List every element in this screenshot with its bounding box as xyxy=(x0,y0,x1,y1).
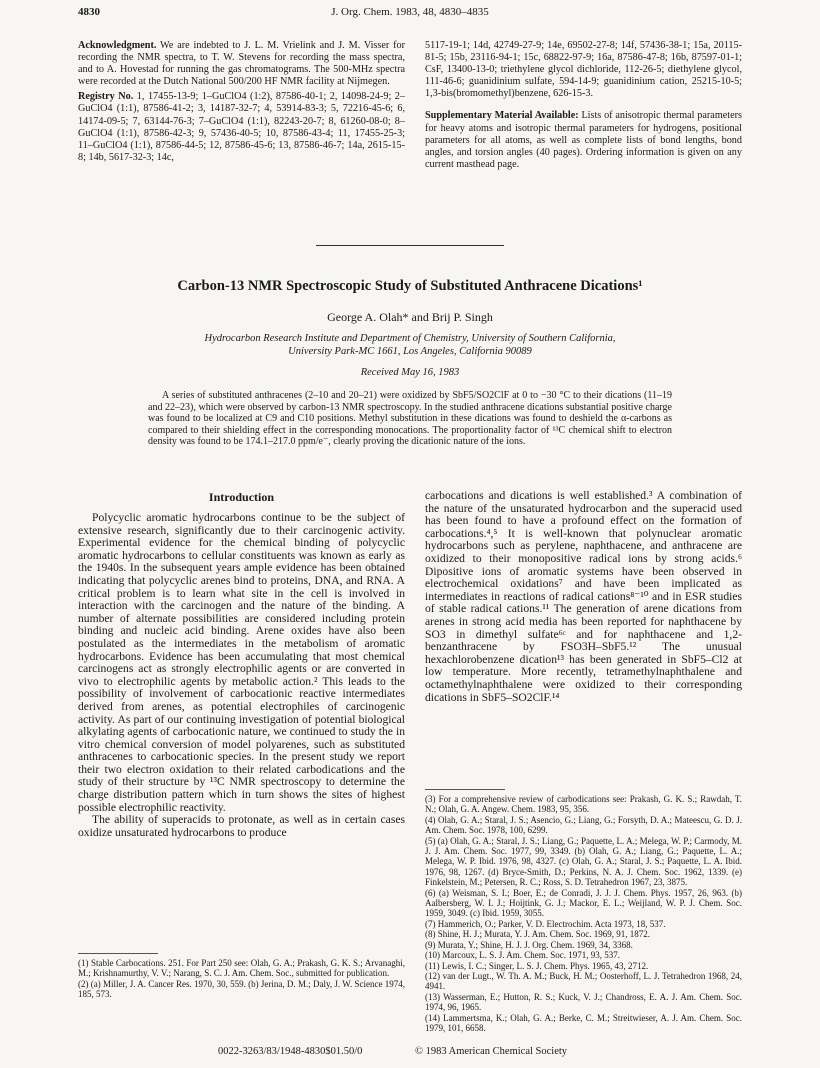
footnote: (1) Stable Carbocations. 251. For Part 250 see: Olah, G. A.; Prakash, G. K. S.; Arvanaghi, M.; Krishnamurthy, V. V.; Narang, S. C. J. Am. Chem. Soc., submitted for publication. xyxy=(78,958,405,979)
footnote: (14) Lammertsma, K.; Olah, G. A.; Berke, C. M.; Streitwieser, A. J. Am. Chem. Soc. 1979, 101, 6658. xyxy=(425,1012,742,1033)
acknowledgment-text: We are indebted to J. L. M. Vrielink and J. M. Visser for recording the NMR spectra, to T. W. Stevens for recording the mass spectra, and to A. Hovestad for running the gas chromatograms. The 500-MHz spectra were recorded at the Dutch National 500/200 HF NMR facility at Nijmegen. xyxy=(78,40,405,88)
footnotes-left xyxy=(78,958,405,1000)
footnote: (7) Hammerich, O.; Parker, V. D. Electrochim. Acta 1973, 18, 537. xyxy=(425,918,666,929)
article-divider xyxy=(316,245,504,246)
footnote: (5) (a) Olah, G. A.; Staral, J. S.; Liang, G.; Paquette, L. A.; Melega, W. P.; Carmody, M. J. J. Am. Chem. Soc. 1977, 99, 3349. (b) Olah, G. A.; Liang, G.; Paquette, L. A.; Melega, W. P. Ibid. 1976, 98, 4327. (c) Olah, G. A.; Staral, J. S.; Paquette, L. A. Ibid. 1976, 98, 1267. (d) Bryce-Smith, D.; Perkins, N. A. J. Chem. Soc. 1962, 1339. (e) Finkelstein, M.; Petersen, R. C.; Ross, S. D. Tetrahedron 1967, 23, 3875. xyxy=(425,835,742,888)
article-code: 0022-3263/83/1948-4830$01.50/0 xyxy=(218,1046,363,1057)
acknowledgment xyxy=(78,40,405,88)
copyright: © 1983 American Chemical Society xyxy=(415,1046,568,1057)
previous-article-end-left xyxy=(78,40,405,164)
footnote: (13) Wasserman, E.; Hutton, R. S.; Kuck, V. J.; Chandross, E. A. J. Am. Chem. Soc. 1974, 96, 1965. xyxy=(425,991,742,1013)
running-header xyxy=(78,6,742,24)
footnote: (2) (a) Miller, J. A. Cancer Res. 1970, 30, 559. (b) Jerina, D. M.; Daly, J. W. Science 1974, 185, 573. xyxy=(78,978,405,1000)
affiliation xyxy=(0,333,820,358)
acknowledgment-label: Acknowledgment. xyxy=(78,40,157,51)
footnote: (9) Murata, Y.; Shine, H. J. J. Org. Chem. 1969, 34, 3368. xyxy=(425,939,633,950)
abstract xyxy=(148,390,672,448)
previous-article-end-right xyxy=(425,40,742,171)
footnote: (6) (a) Weisman, S. I.; Boer, E.; de Conradi, J. J. J. Chem. Phys. 1957, 26, 963. (b) Aalbersberg, W. I. J.; Hoijtink, G. J.; Mackor, E. L.; Weijland, W. P. J. Chem. Soc. 1959, 3049. (c) Ibid. 1959, 3055. xyxy=(425,887,742,919)
supplementary-material xyxy=(425,110,742,170)
received-date: Received May 16, 1983 xyxy=(360,367,460,378)
journal-reference: J. Org. Chem. 1983, 48, 4830–4835 xyxy=(331,6,489,18)
registry-numbers xyxy=(78,91,405,164)
article-title: Carbon-13 NMR Spectroscopic Study of Substituted Anthracene Dications¹ xyxy=(177,278,643,294)
footnote: (4) Olah, G. A.; Staral, J. S.; Asencio, G.; Liang, G.; Forsyth, D. A.; Mateescu, G. D. J. Am. Chem. Soc. 1978, 100, 6299. xyxy=(425,814,742,836)
footnote: (10) Marcoux, L. S. J. Am. Chem. Soc. 1971, 93, 537. xyxy=(425,950,620,961)
abstract-text: A series of substituted anthracenes (2–10 and 20–21) were oxidized by SbF5/SO2ClF at 0 to −30 °C to their dications (11–19 and 22–23), which were observed by carbon-13 NMR spectroscopy. In the studied anthracene dications substantial positive charge was found to be localized at C9 and C10 positions. Methyl substitution in these dications was found to deshield the α-carbons as compared to their shielding effect in the corresponding monocations. The proportionality factor of ¹³C chemical shift to electron density was found to be 174.1–217.0 ppm/e⁻, clearly proving the dicationic nature of the ions. xyxy=(148,390,672,448)
footnote-divider-left xyxy=(78,953,158,954)
registry-text: 1, 17455-13-9; 1–GuClO4 (1:2), 87586-40-1; 2, 14098-24-9; 2–GuClO4 (1:1), 87586-41-2; 3, 14187-32-7; 4, 53914-83-3; 5, 72216-45-6; 6, 14174-09-5; 7, 63144-76-3; 7–GuClO4 (1:1), 82243-20-7; 8, 61260-08-0; 8–GuClO4 (1:1), 87586-42-3; 9, 57436-40-5; 10, 87586-43-4; 11, 17455-25-3; 11–GuClO4 (1:1), 87586-44-5; 12, 87586-45-6; 13, 87586-46-7; 14a, 2615-15-8; 14b, 5617-32-3; 14c, xyxy=(78,91,405,163)
footnote: (3) For a comprehensive review of carbodications see: Prakash, G. K. S.; Rawdah, T. N.; Olah, G. A. Angew. Chem. 1983, 95, 356. xyxy=(425,794,742,815)
introduction-paragraph-3: carbocations and dications is well established.³ A combination of the nature of the unsaturated hydrocarbon and the superacid used has been found to have a profound effect on the formation of carbocations.⁴,⁵ It is well-known that polynuclear aromatic hydrocarbons such as perylene, naphthacene, and anthracene are oxidized to their monopositive radical ions by strong acids.⁶ Dipositive ions of aromatic systems have been observed in electrochemical oxidations⁷ and have been implicated as intermediates in reactions of radical cations⁸⁻¹⁰ and in ESR studies of stable radical cations.¹¹ The generation of arene dications from arenes in strong acid media has been reported for naphthacene by SO3 in dimethyl sulfate⁶ᶜ and for naphthacene and 1,2-benzanthracene by FSO3H–SbF5.¹² The unusual hexachlorobenzene dication¹³ has been generated in SbF5–Cl2 at low temperature. More recently, tetramethylnaphthalene and octamethylnaphthalene were oxidized to their corresponding dications in SbF5–SO2ClF.¹⁴ xyxy=(425,489,742,704)
registry-continued: 5117-19-1; 14d, 42749-27-9; 14e, 69502-27-8; 14f, 57436-38-1; 15a, 20115-81-5; 15b, 23116-94-1; 15c, 68822-97-9; 16a, 87586-47-8; 16b, 87597-01-1; CsF, 13400-13-0; triethylene glycol dichloride, 112-26-5; diethylene glycol, 111-46-6; guanidinium sulfate, 594-14-9; guanidinium cation, 25215-10-5; 1,3-bis(bromomethyl)benzene, 626-15-3. xyxy=(425,40,742,100)
footnote: (12) van der Lugt., W. Th. A. M.; Buck, H. M.; Oosterhoff, L. J. Tetrahedron 1968, 24, 4941. xyxy=(425,970,742,992)
supplementary-text: Lists of anisotropic thermal parameters for heavy atoms and isotropic thermal parameters for hydrogens, positional parameters for all atoms, as well as complete lists of bond lengths, bond angles, and torsion angles (40 pages). Ordering information is given on any current masthead page. xyxy=(425,110,742,170)
affiliation-line-1: Hydrocarbon Research Institute and Department of Chemistry, University of Southern California, xyxy=(204,333,616,344)
footnote: (11) Lewis, I. C.; Singer, L. S. J. Chem. Phys. 1965, 43, 2712. xyxy=(425,960,649,971)
introduction-left-column xyxy=(78,512,405,839)
section-heading-introduction: Introduction xyxy=(208,490,275,504)
supplementary-label: Supplementary Material Available: xyxy=(425,110,579,122)
introduction-paragraph-1: Polycyclic aromatic hydrocarbons continue to be the subject of extensive research, significantly due to their carcinogenic activity. Experimental evidence for the chemical binding of polycyclic aromatic hydrocarbons to cellular constituents was known as early as the 1940s. In the subsequent years ample evidence has been obtained indicating that polycyclic arenes bind to proteins, DNA, and RNA. A critical problem is to learn what site in the cell is involved in interaction with the carcinogen and the nature of the binding. A number of alternate possibilities are considered including protein binding and nucleic acid binding. Arene oxides have also been postulated as the intermediates in the metabolism of aromatic hydrocarbons. Evidence has been accumulating that most chemical carcinogens act as strongly electrophilic agents or are converted in vivo to electrophilic agents by metabolic action.² This leads to the possibility of involvement of carbocationic reactive intermediates derived from arenes, as potential electrophiles of carcinogenic activity. As part of our continuing investigation of potential biological alkylating agents of carbocationic nature, we continued to study the in vitro chemical conversion of model polyarenes, such as substituted anthracenes to carbocationic species. In the present study we report their two electron oxidation to their related carbodications and the study of their structure by ¹³C NMR spectroscopy to determine the charge distribution pattern which in turn shows the sites of highest possible electrophilic reactivity. xyxy=(78,511,405,814)
introduction-paragraph-2: The ability of superacids to protonate, as well as in certain cases oxidize unsaturated hydrocarbons to produce xyxy=(78,813,405,839)
page-number: 4830 xyxy=(78,6,100,18)
footnote: (8) Shine, H. J.; Murata, Y. J. Am. Chem. Soc. 1969, 91, 1872. xyxy=(425,929,650,940)
affiliation-line-2: University Park-MC 1661, Los Angeles, California 90089 xyxy=(288,345,532,357)
footnotes-right xyxy=(425,794,742,1033)
footnote-divider-right xyxy=(425,789,505,790)
article-authors: George A. Olah* and Brij P. Singh xyxy=(327,310,493,324)
introduction-right-column xyxy=(425,490,742,704)
registry-label: Registry No. xyxy=(78,91,134,103)
